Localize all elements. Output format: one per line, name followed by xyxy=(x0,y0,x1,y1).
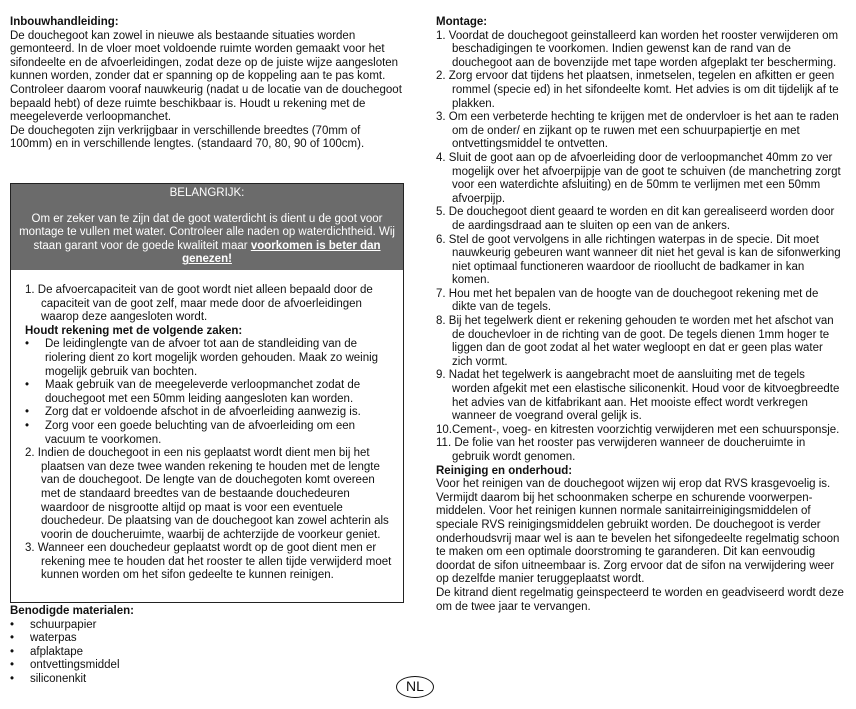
box-subheading: Houdt rekening met de volgende zaken: xyxy=(25,324,243,337)
box-item-2: 2. Indien de douchegoot in een nis geplaatst wordt dient men bij het plaatsen van deze twee wanden rekening te houden met de lengte van de douchegoot. De lengte van de douchegoten komt overeen met de standaard breedtes van de bestaande douchedeuren waardoor de nisgrootte altijd op maat is voor een eventuele douchedeur. De plaatsing van de douchegoot kan zowel achterin als voorin de doucheruimte, waarbij de achterzijde de voorkeur geniet. xyxy=(25,447,389,541)
intro-paragraph-1: De douchegoot kan zowel in nieuwe als bestaande situaties worden gemonteerd. In de vloer moet voldoende ruimte worden gemaakt voor het sifondeelte en de afvoerleidingen, zodat deze op de juiste wijze aangesloten kunnen worden, zonder dat er spanning op de koppeling aan te pas komt. xyxy=(10,29,399,83)
cleaning-paragraph: Voor het reinigen van de douchegoot wijzen wij erop dat RVS krasgevoelig is. Vermijdt daarom bij het schoonmaken scherpe en schurende voorwerpen-middelen. Voor het reinigen kunnen normale sanitairreinigingsmiddelen of speciale RVS reinigingsmiddelen gebruikt worden. De douchegoot is verder onderhoudsvrij maar wel is aan te bevelen het sifongedeelte regelmatig schoon te maken om een optimale doorstroming te garanderen. Dit kan eenvoudig doordat de sifon uitneembaar is. Zorg ervoor dat de sifon na verwijdering weer op dezelfde manier teruggeplaatst wordt. xyxy=(436,478,840,586)
right-column xyxy=(436,16,844,614)
box-item-1: 1. De afvoercapaciteit van de goot wordt niet alleen bepaald door de capaciteit van de goot zelf, maar mede door de afvoerleidingen waarop deze aangesloten wordt. xyxy=(25,284,373,324)
montage-step: 9. Nadat het tegelwerk is aangebracht moet de aansluiting met de tegels worden afgekit met een elastische siliconenkit. Houd voor de kitvoegbreedte het advies van de kitfabrikant aan. Het mooiste effect wordt verkregen wanneer de voegrand overal gelijk is. xyxy=(436,369,840,423)
montage-step: 3. Om een verbeterde hechting te krijgen met de ondervloer is het aan te raden om de onder/ en zijkant op te ruwen met een schuurpapiertje en met ontvettingsmiddel te ontvetten. xyxy=(436,111,839,151)
materials-item: • ontvettingsmiddel xyxy=(10,659,120,672)
montage-step: 8. Bij het tegelwerk dient er rekening gehouden te worden met het afschot van de douchevloer in de richting van de goot. De tegels dienen 1mm hoger te liggen dan de goot zodat al het water wegloopt en dat er geen plas water zich vormt. xyxy=(436,315,834,368)
important-body xyxy=(11,270,403,583)
materials-section xyxy=(10,605,404,687)
important-emphasis: voorkomen is beter dan genezen! xyxy=(182,239,381,266)
installation-heading: Inbouwhandleiding: xyxy=(10,16,119,28)
materials-item: • afplaktape xyxy=(10,645,84,658)
cleaning-paragraph: De kitrand dient regelmatig geinspecteerd te worden en geadviseerd wordt deze om de twee jaar te vervangen. xyxy=(436,586,844,613)
montage-step: 4. Sluit de goot aan op de afvoerleiding door de verloopmanchet 40mm zo ver mogelijk over het afvoerpijpje van de goot te schuiven (de manchetring zorgt voor een waterdichte afsluiting) en de 50mm te verlijmen met een 50mm afvoerpijp. xyxy=(436,151,841,205)
montage-step: 10.Cement-, voeg- en kitresten voorzichtig verwijderen met een schuursponsje. xyxy=(436,423,840,436)
left-column xyxy=(10,16,404,152)
montage-step: 6. Stel de goot vervolgens in alle richtingen waterpas in de specie. Dit moet nauwkeurig gebeuren want wanneer dit niet het geval is kan de sifonwerking niet optimaal functioneren waardoor de rioollucht de badkamer in kan komen. xyxy=(436,233,841,287)
box-bullet: • Maak gebruik van de meegeleverde verloopmanchet zodat de douchegoot met een 50mm leiding aangesloten kan worden. xyxy=(25,379,361,405)
language-badge: NL xyxy=(396,676,434,698)
montage-step: 11. De folie van het rooster pas verwijderen wanneer de doucheruimte in gebruik wordt genomen. xyxy=(436,437,806,463)
materials-item: • waterpas xyxy=(10,632,77,645)
intro-paragraph-2: Controleer daarom vooraf nauwkeurig (nadat u de locatie van de douchegoot bepaald hebt) of deze ruimte beschikbaar is. Houdt u rekening met de meegeleverde verloopmanchet. xyxy=(10,83,402,124)
important-title: BELANGRIJK: xyxy=(169,187,245,199)
box-bullet: • Zorg dat er voldoende afschot in de afvoerleiding aanwezig is. xyxy=(25,406,361,419)
important-box xyxy=(10,183,404,603)
cleaning-heading: Reiniging en onderhoud: xyxy=(436,464,573,477)
important-banner xyxy=(11,184,403,270)
materials-item: • schuurpapier xyxy=(10,618,97,631)
intro-paragraph-3: De douchegoten zijn verkrijgbaar in verschillende breedtes (70mm of 100mm) en in verschillende lengtes. (standaard 70, 80, 90 of 100cm). xyxy=(10,124,365,151)
montage-step: 7. Hou met het bepalen van de hoogte van de douchegoot rekening met de dikte van de tegels. xyxy=(436,287,819,314)
montage-step: 1. Voordat de douchegoot geinstalleerd kan worden het rooster verwijderen om beschadigingen te voorkomen. Indien gewenst kan de rand van de douchegoot aan de bovenzijde met tape worden afgeplakt ter bescherming. xyxy=(436,29,839,69)
box-bullet: • De leidinglengte van de afvoer tot aan de standleiding van de riolering dient zo kort mogelijk worden gehouden. Maak zo weinig mogelijk gebruik van bochten. xyxy=(25,338,379,378)
important-text: Om er zeker van te zijn dat de goot waterdicht is dient u de goot voor montage te vullen met water. Controleer alle naden op waterdichtheid. Wij staan garant voor de goede kwaliteit maar voorkomen is beter dan genezen! xyxy=(19,212,395,266)
materials-item: • siliconenkit xyxy=(10,672,87,685)
materials-heading: Benodigde materialen: xyxy=(10,605,134,617)
montage-step: 5. De douchegoot dient geaard te worden en dit kan gerealiseerd worden door de aardingsdraad aan te sluiten op een van de ankers. xyxy=(436,206,835,232)
montage-step: 2. Zorg ervoor dat tijdens het plaatsen, inmetselen, tegelen en afkitten er geen rommel (specie ed) in het sifondeelte komt. Het advies is om dit tijdelijk af te plakken. xyxy=(436,70,839,110)
box-bullet: • Zorg voor een goede beluchting van de afvoerleiding om een vacuum te voorkomen. xyxy=(25,419,356,446)
box-item-3: 3. Wanneer een douchedeur geplaatst wordt op de goot dient men er rekening mee te houden dat het rooster te allen tijde verwijderd moet kunnen worden om het sifon gedeelte te kunnen reinigen. xyxy=(25,542,392,582)
montage-heading: Montage: xyxy=(436,16,488,28)
